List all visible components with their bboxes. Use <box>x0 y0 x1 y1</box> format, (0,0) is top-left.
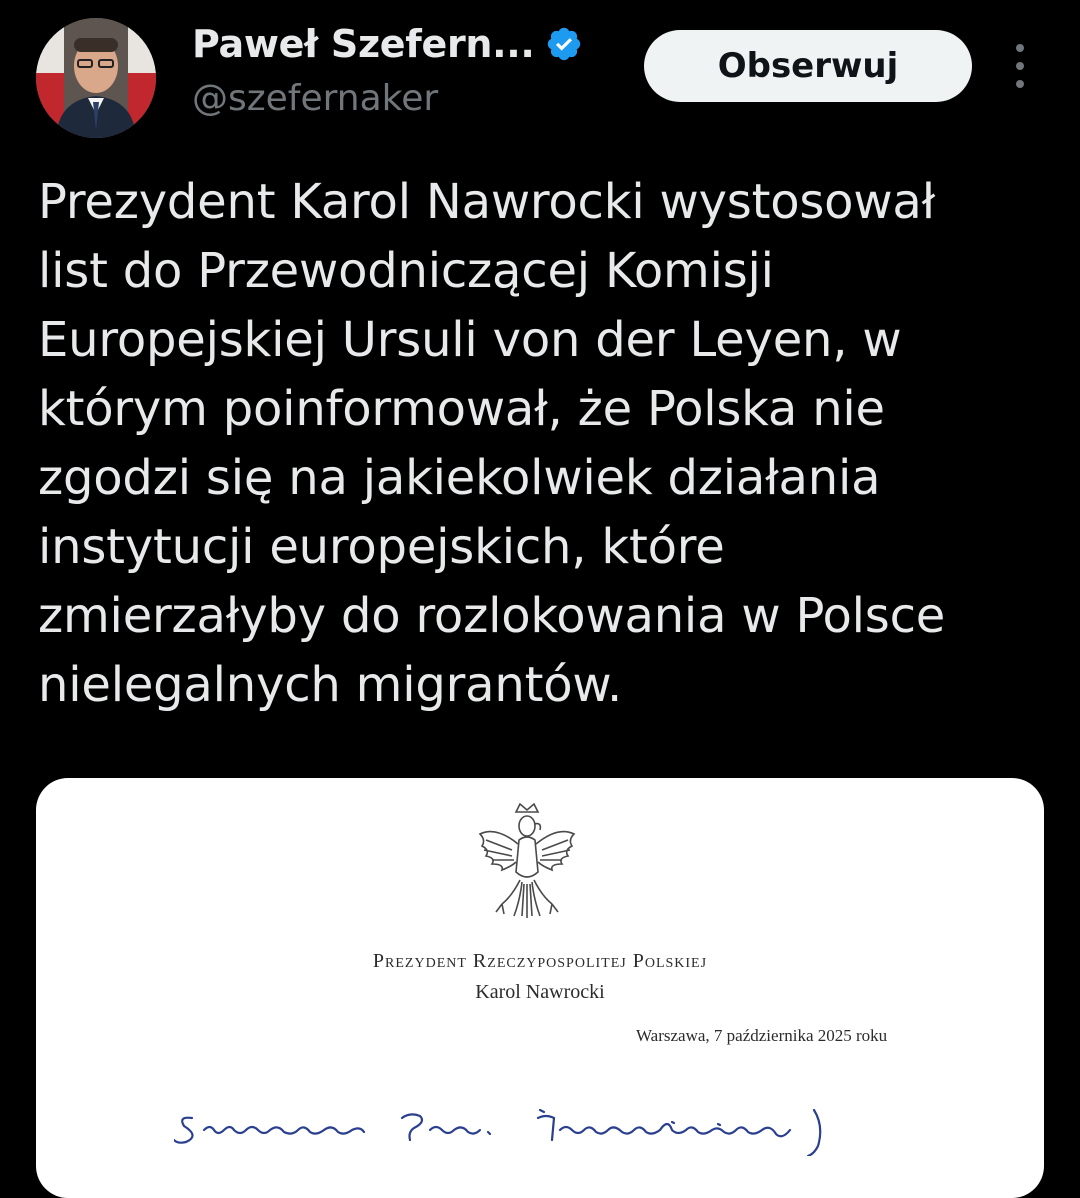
polish-eagle-emblem-icon <box>472 800 582 922</box>
follow-button[interactable]: Obserwuj <box>644 30 972 102</box>
tweet-text: Prezydent Karol Nawrocki wystosował list do Przewodniczącej Komisji Europejskiej Ursuli von der Leyen, w którym poinformował, że Polska nie zgodzi się na jakiekolwiek działania instytucji europejskich, które zmierzałyby do rozlokowania w Polsce nielegalnych migrantów. <box>38 174 946 713</box>
tweet-media-letter[interactable] <box>36 778 1044 1198</box>
letter-signatory: Karol Nawrocki <box>475 981 605 1003</box>
author-avatar[interactable] <box>36 18 156 138</box>
more-dot <box>1016 44 1024 52</box>
author-display-name[interactable]: Paweł Szefern... <box>192 22 535 66</box>
handwritten-salutation-signature <box>174 1096 874 1156</box>
letter-date: Warszawa, 7 października 2025 roku <box>636 1026 888 1045</box>
more-vertical-icon[interactable] <box>1008 44 1032 88</box>
author-name-row[interactable] <box>192 22 583 66</box>
avatar-photo <box>36 18 156 138</box>
more-dot <box>1016 62 1024 70</box>
more-dot <box>1016 80 1024 88</box>
verified-badge-icon <box>545 25 583 63</box>
letter-header <box>36 950 1044 1004</box>
letter-title: Prezydent Rzeczypospolitej Polskiej <box>372 950 708 972</box>
author-handle[interactable]: @szefernaker <box>192 78 439 119</box>
